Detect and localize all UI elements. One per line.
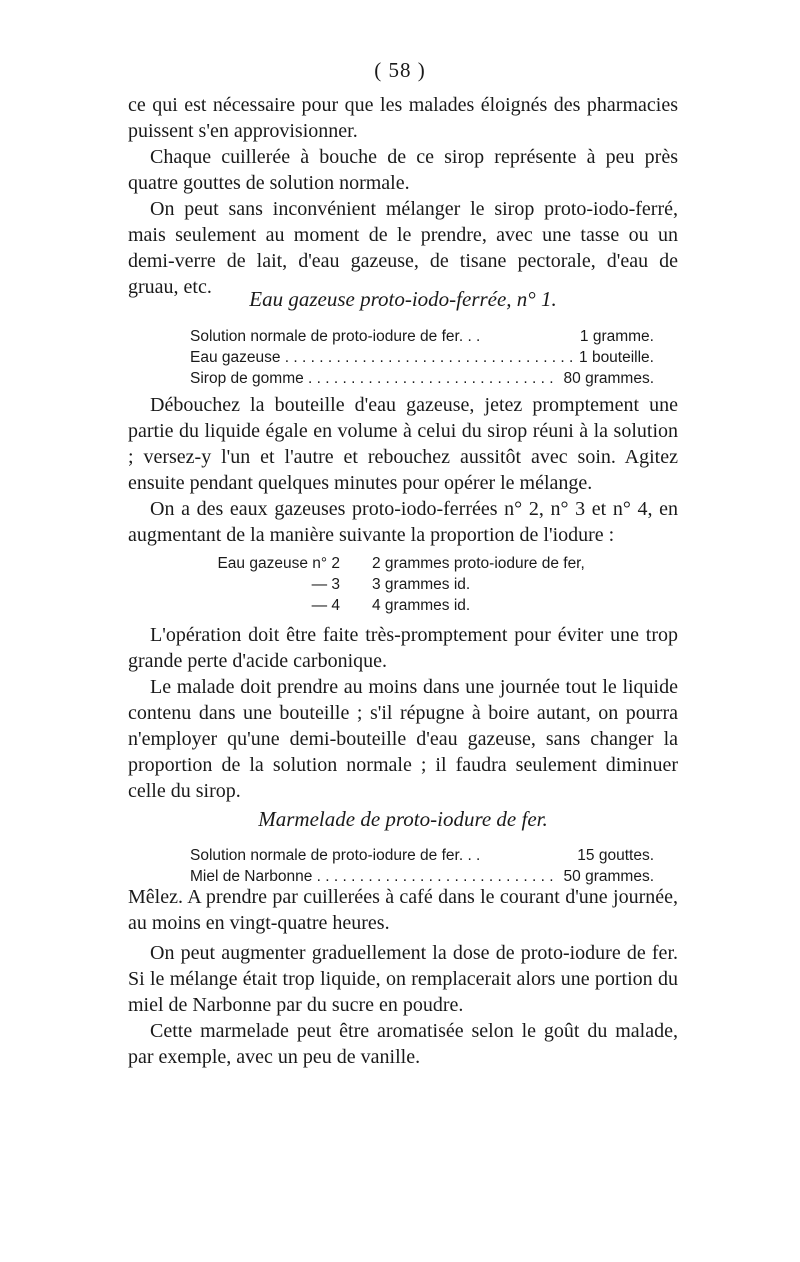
iodide-row — [190, 595, 630, 616]
section-heading-marmelade: Marmelade de proto-iodure de fer. — [258, 807, 548, 831]
recipe-row — [190, 845, 654, 866]
recipe-quantity: 1 gramme. — [579, 328, 654, 345]
iodide-amount: 2 grammes proto-iodure de fer, — [372, 555, 585, 572]
recipe-quantity: 1 bouteille. — [579, 349, 654, 366]
paragraph-top: ce qui est nécessaire pour que les malades éloignés des pharmacies puissent s'en approvisionner. — [128, 94, 678, 142]
page-text-block — [128, 92, 678, 300]
recipe-row — [190, 326, 654, 347]
recipe-ingredient: Solution normale de proto-iodure de fer. . . — [190, 328, 481, 345]
leader-dots — [281, 349, 574, 366]
recipe-ingredient: Solution normale de proto-iodure de fer. . . — [190, 847, 481, 864]
iodide-label: — 3 — [311, 576, 340, 593]
page-text-block — [128, 392, 678, 548]
recipe-row — [190, 347, 654, 368]
paragraph-operation: L'opération doit être faite très-promptement pour éviter une trop grande perte d'acide carbonique. — [128, 624, 678, 672]
page-number: ( 58 ) — [374, 58, 426, 82]
iodide-label: Eau gazeuse n° 2 — [217, 555, 340, 572]
recipe-quantity: 80 grammes. — [563, 370, 654, 387]
paragraph-melez: Mêlez. A prendre par cuillerées à café dans le courant d'une journée, au moins en vingt-quatre heures. — [128, 886, 678, 934]
recipe-ingredient: Miel de Narbonne — [190, 868, 313, 885]
iodide-amount: 4 grammes id. — [372, 597, 471, 614]
paragraph-debouchez: Débouchez la bouteille d'eau gazeuse, jetez promptement une partie du liquide égale en volume à celui du sirop réuni à la solution ; versez-y l'un et l'autre et rebouchez aussitôt avec soin. Agitez ensuite pendant quelques minutes pour opérer le mélange. — [128, 394, 678, 494]
recipe-marmelade — [190, 845, 654, 887]
paragraph-cuilleree: Chaque cuillerée à bouche de ce sirop représente à peu près quatre gouttes de solution normale. — [128, 146, 678, 194]
iodide-row — [190, 574, 630, 595]
paragraph-inconvenient: On peut sans inconvénient mélanger le sirop proto-iodo-ferré, mais seulement au moment de le prendre, avec une tasse ou un demi-verre de lait, d'eau gazeuse, de tisane pectorale, d'eau de gruau, etc. — [128, 198, 678, 298]
section-heading-eau-gazeuse: Eau gazeuse proto-iodo-ferrée, n° 1. — [249, 287, 557, 311]
recipe-quantity: 50 grammes. — [563, 868, 654, 885]
page-text-block — [128, 622, 678, 804]
recipe-row — [190, 368, 654, 389]
iodide-proportion-table — [190, 553, 630, 616]
recipe-ingredient: Eau gazeuse — [190, 349, 281, 366]
paragraph-augmenter: On peut augmenter graduellement la dose de proto-iodure de fer. Si le mélange était trop liquide, on remplacerait alors une portion du miel de Narbonne par du sucre en poudre. — [128, 942, 678, 1016]
paragraph-malade: Le malade doit prendre au moins dans une journée tout le liquide contenu dans une bouteille ; s'il répugne à boire autant, on pourra n'employer qu'une demi-bouteille d'eau gazeuse, sans changer la proportion de la solution normale ; il faudra seulement diminuer celle du sirop. — [128, 676, 678, 802]
recipe-quantity: 15 gouttes. — [577, 847, 654, 864]
paragraph-cette: Cette marmelade peut être aromatisée selon le goût du malade, par exemple, avec un peu de vanille. — [128, 1020, 678, 1068]
leader-dots — [304, 370, 558, 387]
iodide-amount: 3 grammes id. — [372, 576, 471, 593]
recipe-eau-gazeuse — [190, 326, 654, 389]
recipe-ingredient: Sirop de gomme — [190, 370, 304, 387]
iodide-label: — 4 — [311, 597, 340, 614]
page-text-block — [128, 884, 678, 1070]
iodide-row — [190, 553, 630, 574]
leader-dots — [312, 868, 557, 885]
paragraph-eaux: On a des eaux gazeuses proto-iodo-ferrées n° 2, n° 3 et n° 4, en augmentant de la manière suivante la proportion de l'iodure : — [128, 498, 678, 546]
